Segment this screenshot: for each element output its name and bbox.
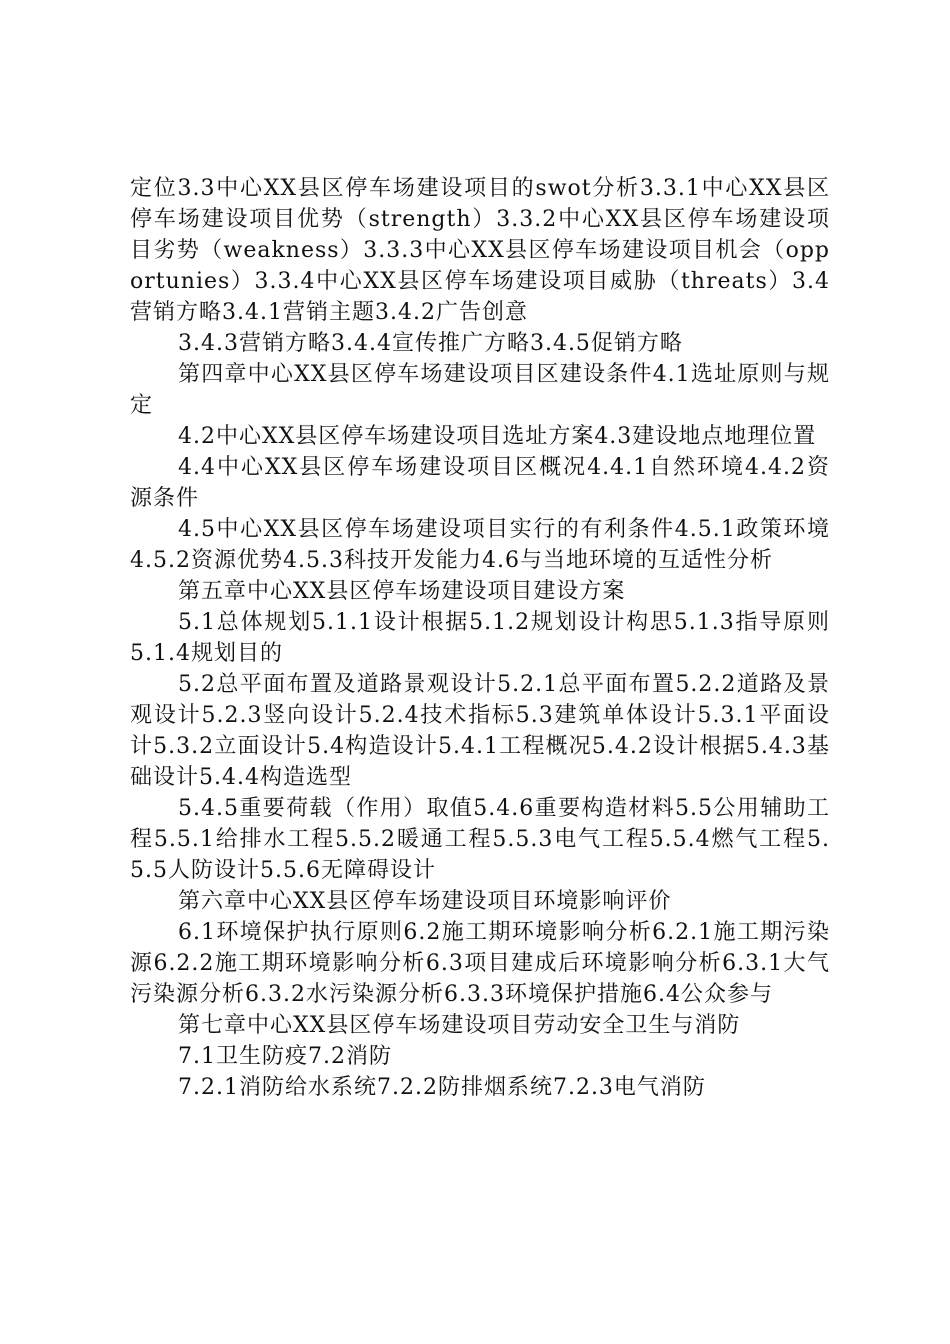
paragraph-marketing-strategy: 3.4.3营销方略3.4.4宣传推广方略3.4.5促销方略	[178, 331, 683, 356]
paragraph-site-selection: 4.2中心XX县区停车场建设项目选址方案4.3建设地点地理位置	[178, 424, 817, 449]
paragraph-overall-planning: 5.1总体规划5.1.1设计根据5.1.2规划设计构思5.1.3指导原则5.1.4规划目的	[130, 610, 830, 666]
paragraph-fire-systems: 7.2.1消防给水系统7.2.2防排烟系统7.2.3电气消防	[178, 1075, 706, 1100]
paragraph-utility-engineering: 5.4.5重要荷载（作用）取值5.4.6重要构造材料5.5公用辅助工程5.5.1给排水工程5.5.2暖通工程5.5.3电气工程5.5.4燃气工程5.5.5人防设计5.5.6无障碍设计	[130, 796, 830, 883]
paragraph-health-and-fire: 7.1卫生防疫7.2消防	[178, 1044, 392, 1069]
paragraph-chapter-5-heading: 第五章中心XX县区停车场建设项目建设方案	[178, 579, 626, 604]
paragraph-project-overview: 4.4中心XX县区停车场建设项目区概况4.4.1自然环境4.4.2资源条件	[130, 455, 830, 511]
paragraph-chapter-4-heading: 第四章中心XX县区停车场建设项目区建设条件4.1选址原则与规定	[130, 362, 830, 418]
paragraph-swot-analysis: 定位3.3中心XX县区停车场建设项目的swot分析3.3.1中心XX县区停车场建设项目优势（strength）3.3.2中心XX县区停车场建设项目劣势（weakness）3.3.3中心XX县区停车场建设项目机会（opportunies）3.3.4中心XX县区停车场建设项目威胁（threats）3.4营销方略3.4.1营销主题3.4.2广告创意	[130, 176, 830, 325]
paragraph-layout-and-design: 5.2总平面布置及道路景观设计5.2.1总平面布置5.2.2道路及景观设计5.2.3竖向设计5.2.4技术指标5.3建筑单体设计5.3.1平面设计5.3.2立面设计5.4构造设计5.4.1工程概况5.4.2设计根据5.4.3基础设计5.4.4构造选型	[130, 672, 830, 790]
paragraph-chapter-6-heading: 第六章中心XX县区停车场建设项目环境影响评价	[178, 889, 672, 914]
paragraph-chapter-7-heading: 第七章中心XX县区停车场建设项目劳动安全卫生与消防	[178, 1013, 741, 1038]
paragraph-environmental-impact: 6.1环境保护执行原则6.2施工期环境影响分析6.2.1施工期污染源6.2.2施工期环境影响分析6.3项目建成后环境影响分析6.3.1大气污染源分析6.3.2水污染源分析6.3.3环境保护措施6.4公众参与	[130, 920, 830, 1007]
document-body	[130, 173, 830, 1103]
paragraph-favorable-conditions: 4.5中心XX县区停车场建设项目实行的有利条件4.5.1政策环境4.5.2资源优势4.5.3科技开发能力4.6与当地环境的互适性分析	[130, 517, 830, 573]
